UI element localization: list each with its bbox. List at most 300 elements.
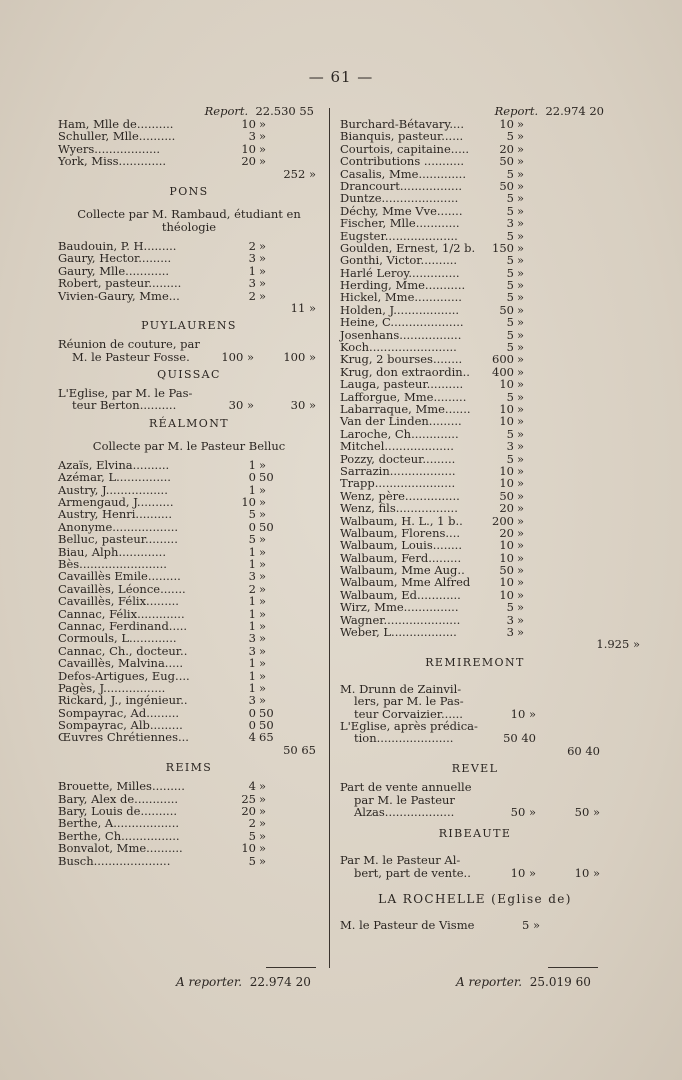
amount-francs: 3	[248, 693, 256, 708]
list-item	[58, 694, 320, 706]
amount-centimes: »	[517, 302, 525, 317]
donor-name: Pagès, J.................	[58, 680, 166, 695]
list-item	[340, 626, 610, 638]
amount-francs: 0	[248, 519, 256, 534]
amount-centimes: »	[517, 488, 525, 503]
left-report-label: Report.	[204, 104, 249, 118]
right-carry-rule	[548, 967, 598, 968]
amount-centimes: »	[517, 377, 525, 392]
donor-name: Cormouls, L.............	[58, 631, 177, 646]
list-item	[58, 471, 320, 483]
amount-centimes: »	[259, 853, 267, 868]
donor-name: Busch.....................	[58, 853, 171, 868]
donor-name: Walbaum, Ed............	[340, 587, 461, 602]
puylaurens-line2: M. le Pasteur Fosse.	[72, 349, 190, 364]
amount-francs: 50	[499, 154, 514, 169]
amount-francs: 10	[499, 476, 514, 491]
amount-centimes: 50	[259, 519, 274, 534]
amount-francs: 10	[499, 587, 514, 602]
list-item	[58, 570, 320, 582]
donor-name: Cavaillès, Malvina.....	[58, 656, 184, 671]
right-carry-forward	[456, 975, 591, 989]
amount-francs: 3	[506, 612, 514, 627]
donor-name: Walbaum, Mme Aug..	[340, 563, 465, 578]
amount-centimes: »	[517, 216, 525, 231]
list-item	[340, 353, 610, 365]
donor-name: Lauga, pasteur..........	[340, 377, 464, 392]
donor-name: York, Miss.............	[58, 154, 167, 169]
heading-ribeaute: RIBEAUTE	[438, 827, 512, 841]
amount-francs: 150	[492, 240, 514, 255]
amount-francs: 5	[506, 340, 514, 355]
quissac-line1: L'Eglise, par M. le Pas-	[58, 386, 193, 401]
amount-centimes: »	[517, 612, 525, 627]
la-rochelle-amount: 5 »	[521, 918, 540, 933]
amount-francs: 1	[248, 680, 256, 695]
right-column	[340, 104, 640, 933]
left-report-line	[58, 104, 320, 118]
list-item	[58, 130, 320, 142]
quissac-amount: 30 »	[228, 398, 254, 413]
heading-pons: PONS	[169, 184, 209, 198]
left-carry-rule	[266, 967, 316, 968]
amount-francs: 20	[499, 525, 514, 540]
donor-name: Brouette, Milles.........	[58, 779, 185, 794]
list-item	[340, 254, 610, 266]
donor-name: Azaïs, Elvina..........	[58, 457, 170, 472]
amount-francs: 20	[241, 154, 256, 169]
amount-centimes: »	[517, 203, 525, 218]
donor-name: Fischer, Mlle............	[340, 216, 460, 231]
amount-francs: 2	[248, 816, 256, 831]
amount-francs: 5	[506, 129, 514, 144]
remiremont-subtotal: 60 40	[567, 743, 600, 758]
donor-name: Josenhans.................	[340, 327, 462, 342]
amount-centimes: »	[259, 816, 267, 831]
reims-list	[58, 780, 320, 867]
amount-francs: 50	[499, 302, 514, 317]
donor-name: Heine, C....................	[340, 315, 464, 330]
donor-name: Herding, Mme...........	[340, 278, 466, 293]
donor-name: Baudouin, P. H.........	[58, 238, 177, 253]
amount-centimes: »	[517, 600, 525, 615]
column-divider	[329, 108, 330, 968]
list-item	[340, 316, 610, 328]
donor-name: Harlé Leroy..............	[340, 265, 460, 280]
right-group1-subtotal: 1.925 »	[596, 637, 640, 652]
amount-francs: 50	[499, 563, 514, 578]
remiremont-a-amount: 10 »	[510, 706, 536, 721]
donor-name: Koch........................	[340, 340, 457, 355]
remiremont-a-line1: M. Drunn de Zainvil-	[340, 681, 462, 696]
amount-francs: 1	[248, 606, 256, 621]
donor-name: Labarraque, Mme.......	[340, 401, 471, 416]
donor-name: Cavaillès, Félix.........	[58, 594, 179, 609]
list-item	[58, 277, 320, 289]
amount-centimes: 50	[259, 705, 274, 720]
amount-francs: 5	[506, 228, 514, 243]
amount-francs: 4	[248, 730, 256, 745]
amount-francs: 50	[499, 178, 514, 193]
amount-centimes: 50	[259, 470, 274, 485]
amount-francs: 0	[248, 705, 256, 720]
heading-puylaurens: PUYLAURENS	[141, 319, 237, 333]
amount-centimes: »	[259, 594, 267, 609]
amount-centimes: »	[259, 804, 267, 819]
donor-name: Courtois, capitaine.....	[340, 141, 470, 156]
amount-centimes: »	[259, 129, 267, 144]
ribeaute-amount: 10 »	[510, 865, 536, 880]
donor-name: Walbaum, H. L., 1 b..	[340, 513, 463, 528]
revel-line1: Part de vente annuelle	[340, 780, 472, 795]
right-carry-value: 25.019 60	[529, 975, 591, 989]
donor-name: Eugster....................	[340, 228, 458, 243]
right-report-label: Report.	[494, 104, 539, 118]
donor-name: Robert, pasteur.........	[58, 276, 182, 291]
list-item	[340, 601, 610, 613]
donor-name: Walbaum, Mme Alfred	[340, 575, 471, 590]
amount-francs: 3	[506, 216, 514, 231]
realmont-subtotal: 50 65	[283, 742, 316, 757]
donor-name: Déchy, Mme Vve.......	[340, 203, 463, 218]
remiremont-b-amount: 50 40	[503, 731, 536, 746]
list-item	[58, 252, 320, 264]
donor-name: Gaury, Mlle............	[58, 263, 170, 278]
revel-line2: par M. le Pasteur	[354, 792, 455, 807]
donor-name: Wenz, fils.................	[340, 501, 458, 516]
amount-francs: 10	[499, 550, 514, 565]
donor-name: Krug, 2 bourses........	[340, 352, 463, 367]
amount-centimes: »	[517, 476, 525, 491]
amount-centimes: »	[517, 575, 525, 590]
amount-centimes: »	[259, 656, 267, 671]
amount-francs: 1	[248, 668, 256, 683]
donor-name: Bès........................	[58, 556, 167, 571]
donor-name: Pozzy, docteur.........	[340, 451, 456, 466]
list-item	[340, 477, 610, 489]
amount-francs: 10	[499, 575, 514, 590]
donor-name: Bary, Louis de..........	[58, 804, 178, 819]
amount-francs: 200	[492, 513, 514, 528]
remiremont-b-line1: L'Eglise, après prédica-	[340, 718, 478, 733]
puylaurens-line2-row	[58, 351, 320, 363]
amount-centimes: »	[517, 265, 525, 280]
amount-francs: 0	[248, 470, 256, 485]
amount-centimes: »	[259, 263, 267, 278]
amount-centimes: »	[517, 625, 525, 640]
realmont-note: Collecte par M. le Pasteur Belluc	[92, 438, 286, 453]
amount-centimes: »	[259, 482, 267, 497]
amount-francs: 10	[499, 117, 514, 131]
list-item	[340, 130, 610, 142]
donor-name: Walbaum, Ferd.........	[340, 550, 462, 565]
heading-remiremont: REMIREMONT	[425, 655, 525, 669]
amount-centimes: »	[517, 525, 525, 540]
pons-note: Collecte par M. Rambaud, étudiant en théologie	[77, 206, 301, 234]
amount-centimes: »	[517, 513, 525, 528]
amount-centimes: »	[517, 426, 525, 441]
amount-centimes: »	[259, 643, 267, 658]
amount-centimes: »	[259, 680, 267, 695]
amount-centimes: »	[259, 828, 267, 843]
amount-centimes: »	[517, 550, 525, 565]
list-item	[340, 217, 610, 229]
amount-francs: 10	[241, 117, 256, 131]
list-item	[58, 508, 320, 520]
donor-name: Krug, don extraordin..	[340, 364, 470, 379]
list-item	[340, 539, 610, 551]
amount-centimes: »	[517, 191, 525, 206]
remiremont-b-line2: tion.....................	[354, 731, 454, 746]
amount-centimes: »	[259, 631, 267, 646]
right-report-line	[340, 104, 610, 118]
amount-centimes: »	[517, 253, 525, 268]
amount-centimes: »	[259, 556, 267, 571]
amount-francs: 4	[248, 779, 256, 794]
puylaurens-line1-row	[58, 338, 320, 350]
donor-name: Burchard-Bétavary....	[340, 117, 464, 131]
amount-centimes: »	[259, 791, 267, 806]
donor-name: Bary, Alex de............	[58, 791, 179, 806]
amount-francs: 10	[499, 463, 514, 478]
amount-francs: 5	[506, 600, 514, 615]
amount-centimes: »	[259, 841, 267, 856]
donor-name: Biau, Alph.............	[58, 544, 166, 559]
amount-francs: 10	[241, 841, 256, 856]
heading-realmont: RÉALMONT	[148, 416, 229, 430]
amount-francs: 5	[506, 389, 514, 404]
amount-centimes: »	[259, 618, 267, 633]
list-item	[58, 817, 320, 829]
amount-centimes: »	[517, 587, 525, 602]
donor-name: Cannac, Félix.............	[58, 606, 185, 621]
pons-subtotal: 11 »	[290, 300, 316, 315]
realmont-subtotal-row	[58, 744, 320, 756]
amount-centimes: »	[517, 154, 525, 169]
left-group1-list	[58, 118, 320, 168]
amount-francs: 3	[248, 643, 256, 658]
remiremont-a-line2: lers, par M. le Pas-	[354, 694, 464, 709]
left-column	[58, 104, 320, 867]
amount-francs: 25	[241, 791, 256, 806]
amount-francs: 5	[506, 315, 514, 330]
amount-centimes: »	[517, 563, 525, 578]
donor-name: Wyers..................	[58, 141, 161, 156]
amount-centimes: »	[259, 693, 267, 708]
heading-revel: REVEL	[451, 762, 499, 776]
amount-francs: 1	[248, 594, 256, 609]
list-item	[340, 155, 610, 167]
list-item	[58, 632, 320, 644]
donor-name: Van der Linden.........	[340, 414, 462, 429]
amount-francs: 5	[506, 290, 514, 305]
donor-name: Cannac, Ferdinand.....	[58, 618, 188, 633]
amount-francs: 10	[241, 141, 256, 156]
amount-francs: 5	[506, 191, 514, 206]
donor-name: Walbaum, Florens....	[340, 525, 461, 540]
right-report-value: 22.974 20	[545, 104, 604, 118]
list-item	[58, 155, 320, 167]
amount-francs: 5	[506, 426, 514, 441]
amount-centimes: »	[517, 166, 525, 181]
la-rochelle-line: M. le Pasteur de Visme	[340, 918, 475, 933]
amount-francs: 5	[248, 507, 256, 522]
ribeaute-subtotal: 10 »	[574, 865, 600, 880]
amount-francs: 1	[248, 482, 256, 497]
donor-name: Wirz, Mme...............	[340, 600, 459, 615]
donor-name: Berthe, Ch................	[58, 828, 180, 843]
amount-centimes: »	[517, 315, 525, 330]
list-item	[58, 780, 320, 792]
amount-francs: 50	[499, 488, 514, 503]
amount-francs: 3	[248, 129, 256, 144]
amount-francs: 0	[248, 718, 256, 733]
amount-francs: 3	[248, 251, 256, 266]
amount-francs: 20	[241, 804, 256, 819]
amount-centimes: »	[517, 401, 525, 416]
quissac-line2: teur Berton..........	[72, 398, 177, 413]
list-item	[58, 595, 320, 607]
donor-name: Holden, J..................	[340, 302, 460, 317]
amount-centimes: »	[517, 141, 525, 156]
donor-name: Cannac, Ch., docteur..	[58, 643, 188, 658]
amount-francs: 1	[248, 544, 256, 559]
amount-centimes: »	[517, 129, 525, 144]
list-item	[58, 842, 320, 854]
list-item	[340, 502, 610, 514]
amount-centimes: »	[517, 240, 525, 255]
amount-francs: 1	[248, 263, 256, 278]
donor-name: Armengaud, J..........	[58, 495, 174, 510]
left-carry-value: 22.974 20	[249, 975, 311, 989]
list-item	[58, 657, 320, 669]
amount-francs: 3	[248, 276, 256, 291]
pons-subtotal-row	[58, 302, 320, 314]
amount-francs: 5	[506, 253, 514, 268]
amount-francs: 5	[248, 828, 256, 843]
heading-la-rochelle: LA ROCHELLE (Eglise de)	[378, 892, 572, 907]
donor-name: Goulden, Ernest, 1/2 b.	[340, 240, 476, 255]
left-group1-subtotal-row	[58, 168, 320, 180]
left-group1-subtotal: 252 »	[283, 166, 316, 181]
donor-name: Austry, Henri..........	[58, 507, 172, 522]
amount-centimes: »	[259, 507, 267, 522]
quissac-subtotal: 30 »	[290, 398, 316, 413]
amount-centimes: »	[517, 352, 525, 367]
donor-name: Belluc, pasteur.........	[58, 532, 178, 547]
amount-francs: 10	[499, 414, 514, 429]
amount-francs: 5	[506, 166, 514, 181]
amount-centimes: »	[259, 288, 267, 303]
donor-name: Bonvalot, Mme..........	[58, 841, 183, 856]
donor-name: Rickard, J., ingénieur..	[58, 693, 188, 708]
donor-name: Œuvres Chrétiennes...	[58, 730, 189, 745]
pons-list	[58, 240, 320, 302]
amount-centimes: »	[259, 495, 267, 510]
donor-name: Mitchel...................	[340, 439, 454, 454]
amount-centimes: »	[517, 340, 525, 355]
amount-centimes: »	[259, 117, 267, 131]
amount-centimes: »	[259, 569, 267, 584]
donor-name: Austry, J.................	[58, 482, 168, 497]
donor-name: Laroche, Ch.............	[340, 426, 459, 441]
donor-name: Vivien-Gaury, Mme...	[58, 288, 180, 303]
amount-francs: 400	[492, 364, 514, 379]
amount-centimes: »	[259, 154, 267, 169]
puylaurens-amount: 100 »	[221, 349, 254, 364]
list-item	[340, 291, 610, 303]
donor-name: Schuller, Mlle..........	[58, 129, 176, 144]
amount-francs: 10	[241, 495, 256, 510]
donor-name: Cavaillès Emile.........	[58, 569, 181, 584]
donor-name: Berthe, A..................	[58, 816, 180, 831]
amount-francs: 5	[248, 532, 256, 547]
amount-francs: 5	[506, 203, 514, 218]
amount-centimes: »	[517, 117, 525, 131]
donor-name: Walbaum, Louis........	[340, 538, 462, 553]
left-report-value: 22.530 55	[255, 104, 314, 118]
donor-name: Lafforgue, Mme.........	[340, 389, 467, 404]
donor-name: Hickel, Mme.............	[340, 290, 462, 305]
amount-francs: 1	[248, 656, 256, 671]
amount-francs: 2	[248, 288, 256, 303]
puylaurens-subtotal: 100 »	[283, 349, 316, 364]
amount-francs: 2	[248, 238, 256, 253]
amount-francs: 5	[506, 451, 514, 466]
list-item	[340, 415, 610, 427]
realmont-list	[58, 459, 320, 744]
amount-centimes: »	[517, 439, 525, 454]
amount-centimes: »	[517, 389, 525, 404]
donor-name: Trapp......................	[340, 476, 456, 491]
page-number: — 61 —	[308, 68, 374, 86]
donor-name: Ham, Mlle de..........	[58, 117, 174, 131]
amount-centimes: »	[259, 668, 267, 683]
donor-name: Gonthi, Victor..........	[340, 253, 458, 268]
amount-centimes: »	[517, 538, 525, 553]
amount-centimes: »	[517, 290, 525, 305]
donor-name: Wagner.....................	[340, 612, 461, 627]
ribeaute-line2: bert, part de vente..	[354, 865, 471, 880]
amount-francs: 1	[248, 556, 256, 571]
remiremont-a-line3: teur Corvaizier......	[354, 706, 463, 721]
heading-quissac: QUISSAC	[157, 368, 221, 382]
list-item	[58, 855, 320, 867]
quissac-line2-row	[58, 399, 320, 411]
amount-centimes: 50	[259, 718, 274, 733]
donor-name: Defos-Artigues, Eug....	[58, 668, 190, 683]
amount-centimes: »	[517, 451, 525, 466]
amount-francs: 5	[506, 278, 514, 293]
amount-centimes: »	[259, 581, 267, 596]
amount-centimes: »	[259, 238, 267, 253]
right-group1-list	[340, 118, 610, 638]
right-group1-subtotal-row	[340, 637, 640, 652]
donor-name: Drancourt.................	[340, 178, 463, 193]
amount-francs: 3	[506, 439, 514, 454]
amount-francs: 2	[248, 581, 256, 596]
amount-centimes: »	[517, 327, 525, 342]
donor-name: Casalis, Mme.............	[340, 166, 466, 181]
amount-centimes: »	[517, 414, 525, 429]
amount-francs: 1	[248, 618, 256, 633]
puylaurens-line1: Réunion de couture, par	[58, 337, 200, 352]
list-item	[340, 440, 610, 452]
donor-name: Weber, L..................	[340, 625, 457, 640]
amount-francs: 5	[248, 853, 256, 868]
amount-centimes: »	[259, 251, 267, 266]
amount-centimes: »	[517, 501, 525, 516]
